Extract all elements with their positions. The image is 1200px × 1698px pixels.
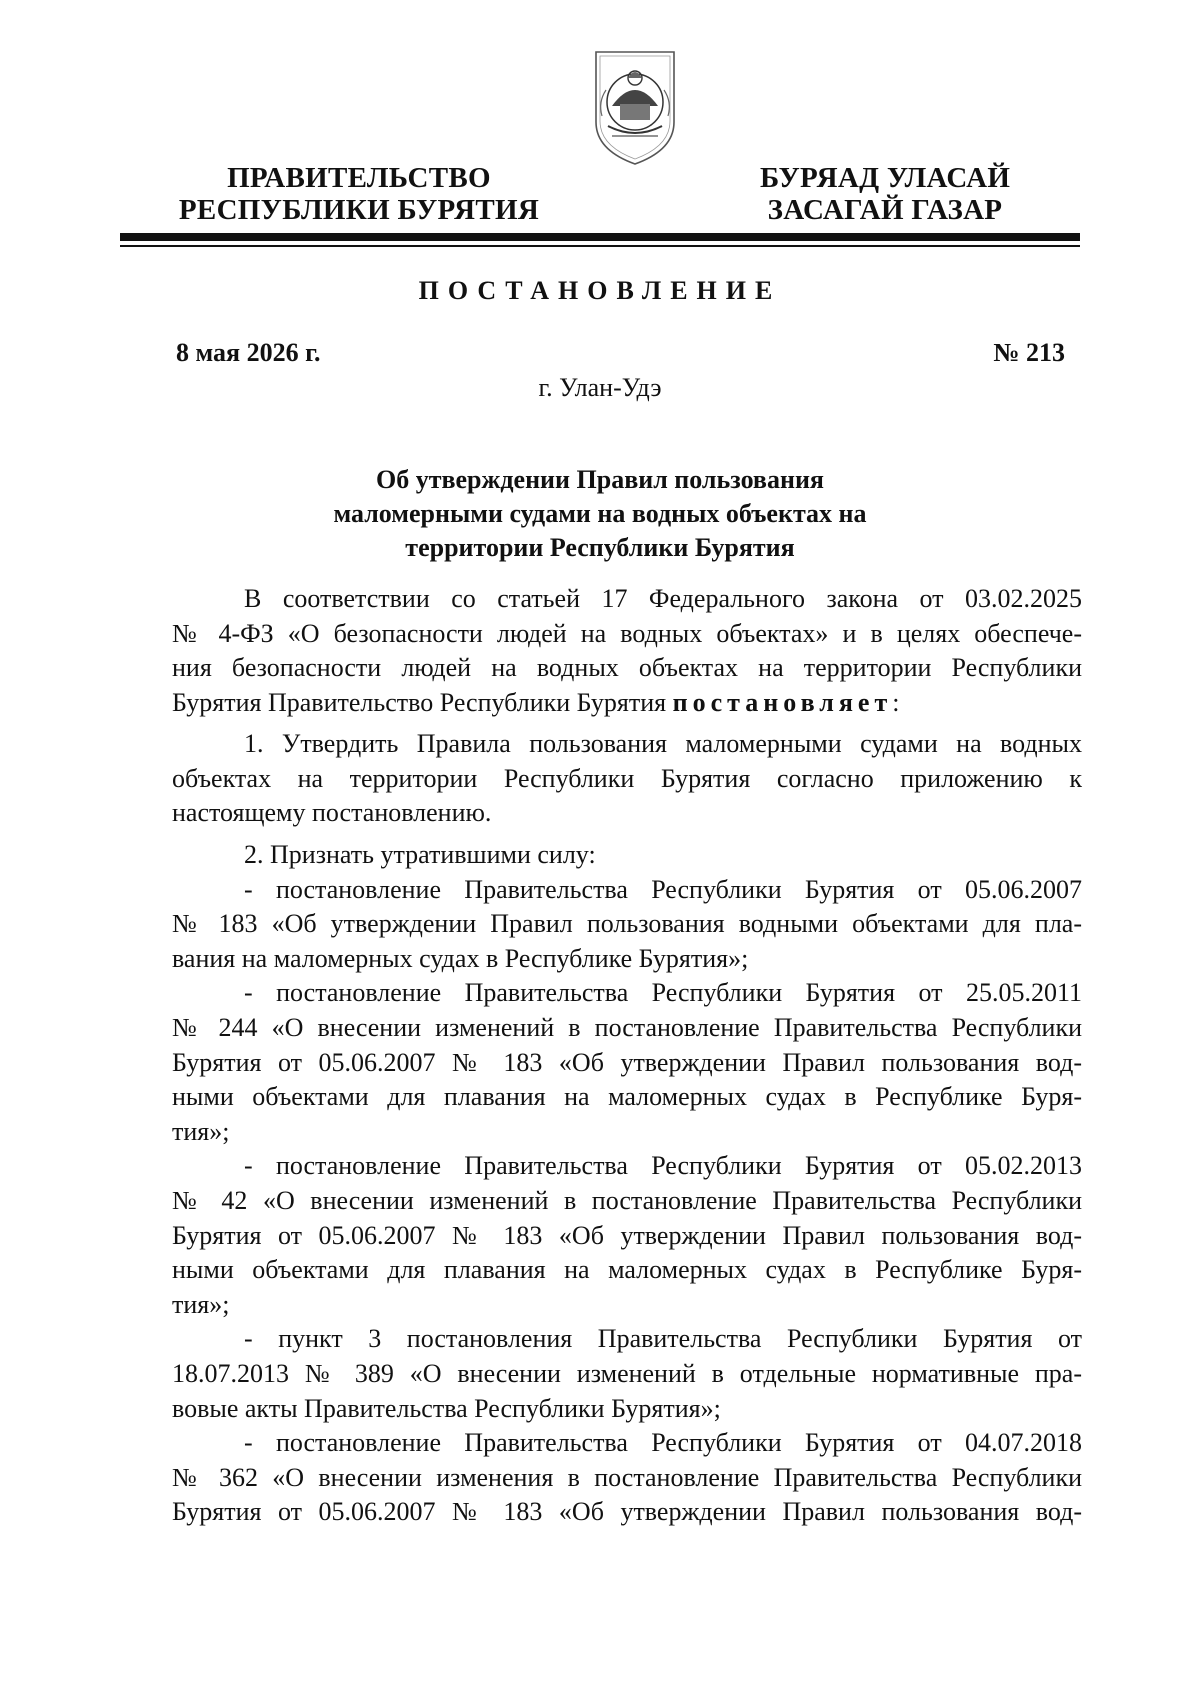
text-line: настоящему постановлению.: [172, 798, 492, 828]
text-line: Бурятия от 05.06.2007 № 183 «Об утверждении Правил пользования вод-: [172, 1220, 1082, 1250]
document-title: [200, 463, 1000, 565]
text-line: № 362 «О внесении изменения в постановление Правительства Республики: [172, 1462, 1082, 1492]
preamble-end: :: [892, 687, 900, 717]
text-line: - постановление Правительства Республики Бурятия от 04.07.2018: [244, 1428, 1082, 1458]
text-line: вовые акты Правительства Республики Бурятия»;: [172, 1393, 721, 1423]
text-line: вания на маломерных судах в Республике Бурятия»;: [172, 943, 749, 973]
header-right-line2: ЗАСАГАЙ ГАЗАР: [767, 194, 1003, 226]
text-line: № 244 «О внесении изменений в постановление Правительства Республики: [172, 1012, 1082, 1042]
list-item: [172, 1426, 1082, 1530]
document-city: г. Улан-Удэ: [538, 373, 662, 402]
preamble-paragraph: [172, 582, 1082, 720]
text-line: 1. Утвердить Правила пользования маломерными судами на водных: [244, 729, 1082, 758]
header-left-org-name: [176, 162, 542, 226]
text-line: - пункт 3 постановления Правительства Республики Бурятия от: [244, 1324, 1082, 1354]
text-line: - постановление Правительства Республики Бурятия от 05.06.2007: [244, 874, 1082, 904]
document-title-line: Об утверждении Правил пользования: [375, 465, 824, 494]
coat-of-arms-emblem-icon: [590, 44, 680, 168]
text-line: 18.07.2013 № 389 «О внесении изменений в отдельные нормативные пра-: [172, 1358, 1082, 1388]
text-line: Бурятия от 05.06.2007 № 183 «Об утверждении Правил пользования вод-: [172, 1047, 1082, 1077]
item-2-section: [172, 838, 1082, 1530]
list-item: [172, 1322, 1082, 1426]
header-right-org-name: [760, 162, 1010, 226]
text-line: объектах на территории Республики Бурятия согласно приложению к: [172, 763, 1082, 793]
preamble-keyword: постановляет: [672, 687, 893, 717]
text-line: - постановление Правительства Республики Бурятия от 05.02.2013: [244, 1151, 1082, 1181]
header-divider-thick: [120, 233, 1080, 241]
document-title-line: территории Республики Бурятия: [405, 533, 795, 562]
text-line: Бурятия от 05.06.2007 № 183 «Об утверждении Правил пользования вод-: [172, 1497, 1082, 1527]
document-title-line: маломерными судами на водных объектах на: [333, 499, 867, 528]
text-line: - постановление Правительства Республики Бурятия от 25.05.2011: [244, 978, 1082, 1008]
document-date: 8 мая 2026 г.: [176, 338, 321, 367]
header-left-line2: РЕСПУБЛИКИ БУРЯТИЯ: [178, 194, 540, 226]
text-line: № 4-ФЗ «О безопасности людей на водных объектах» и в целях обеспече-: [172, 618, 1082, 648]
item-2-heading: 2. Признать утратившими силу:: [244, 840, 596, 869]
text-line: В соответствии со статьей 17 Федерального закона от 03.02.2025: [244, 584, 1082, 613]
text-line: [172, 686, 1082, 721]
list-item: [172, 976, 1082, 1149]
text-line: № 42 «О внесении изменений в постановление Правительства Республики: [172, 1185, 1082, 1215]
list-item: [172, 1149, 1082, 1322]
header-right-line1: БУРЯАД УЛАСАЙ: [760, 162, 1011, 194]
text-line: ния безопасности людей на водных объектах на территории Республики: [172, 653, 1082, 683]
document-number: № 213: [993, 338, 1065, 367]
header-divider-thin: [120, 245, 1080, 247]
document-type: ПОСТАНОВЛЕНИЕ: [418, 276, 782, 305]
list-item: [172, 873, 1082, 977]
text-line: ными объектами для плавания на маломерных судах в Республике Буря-: [172, 1082, 1082, 1112]
text-line: № 183 «Об утверждении Правил пользования водными объектами для пла-: [172, 909, 1082, 939]
header-left-line1: ПРАВИТЕЛЬСТВО: [227, 162, 491, 194]
text-line: тия»;: [172, 1116, 230, 1146]
preamble-last-text: Бурятия Правительство Республики Бурятия: [172, 687, 673, 717]
text-line: тия»;: [172, 1289, 230, 1319]
text-line: ными объектами для плавания на маломерных судах в Республике Буря-: [172, 1255, 1082, 1285]
item-1-paragraph: [172, 727, 1082, 831]
